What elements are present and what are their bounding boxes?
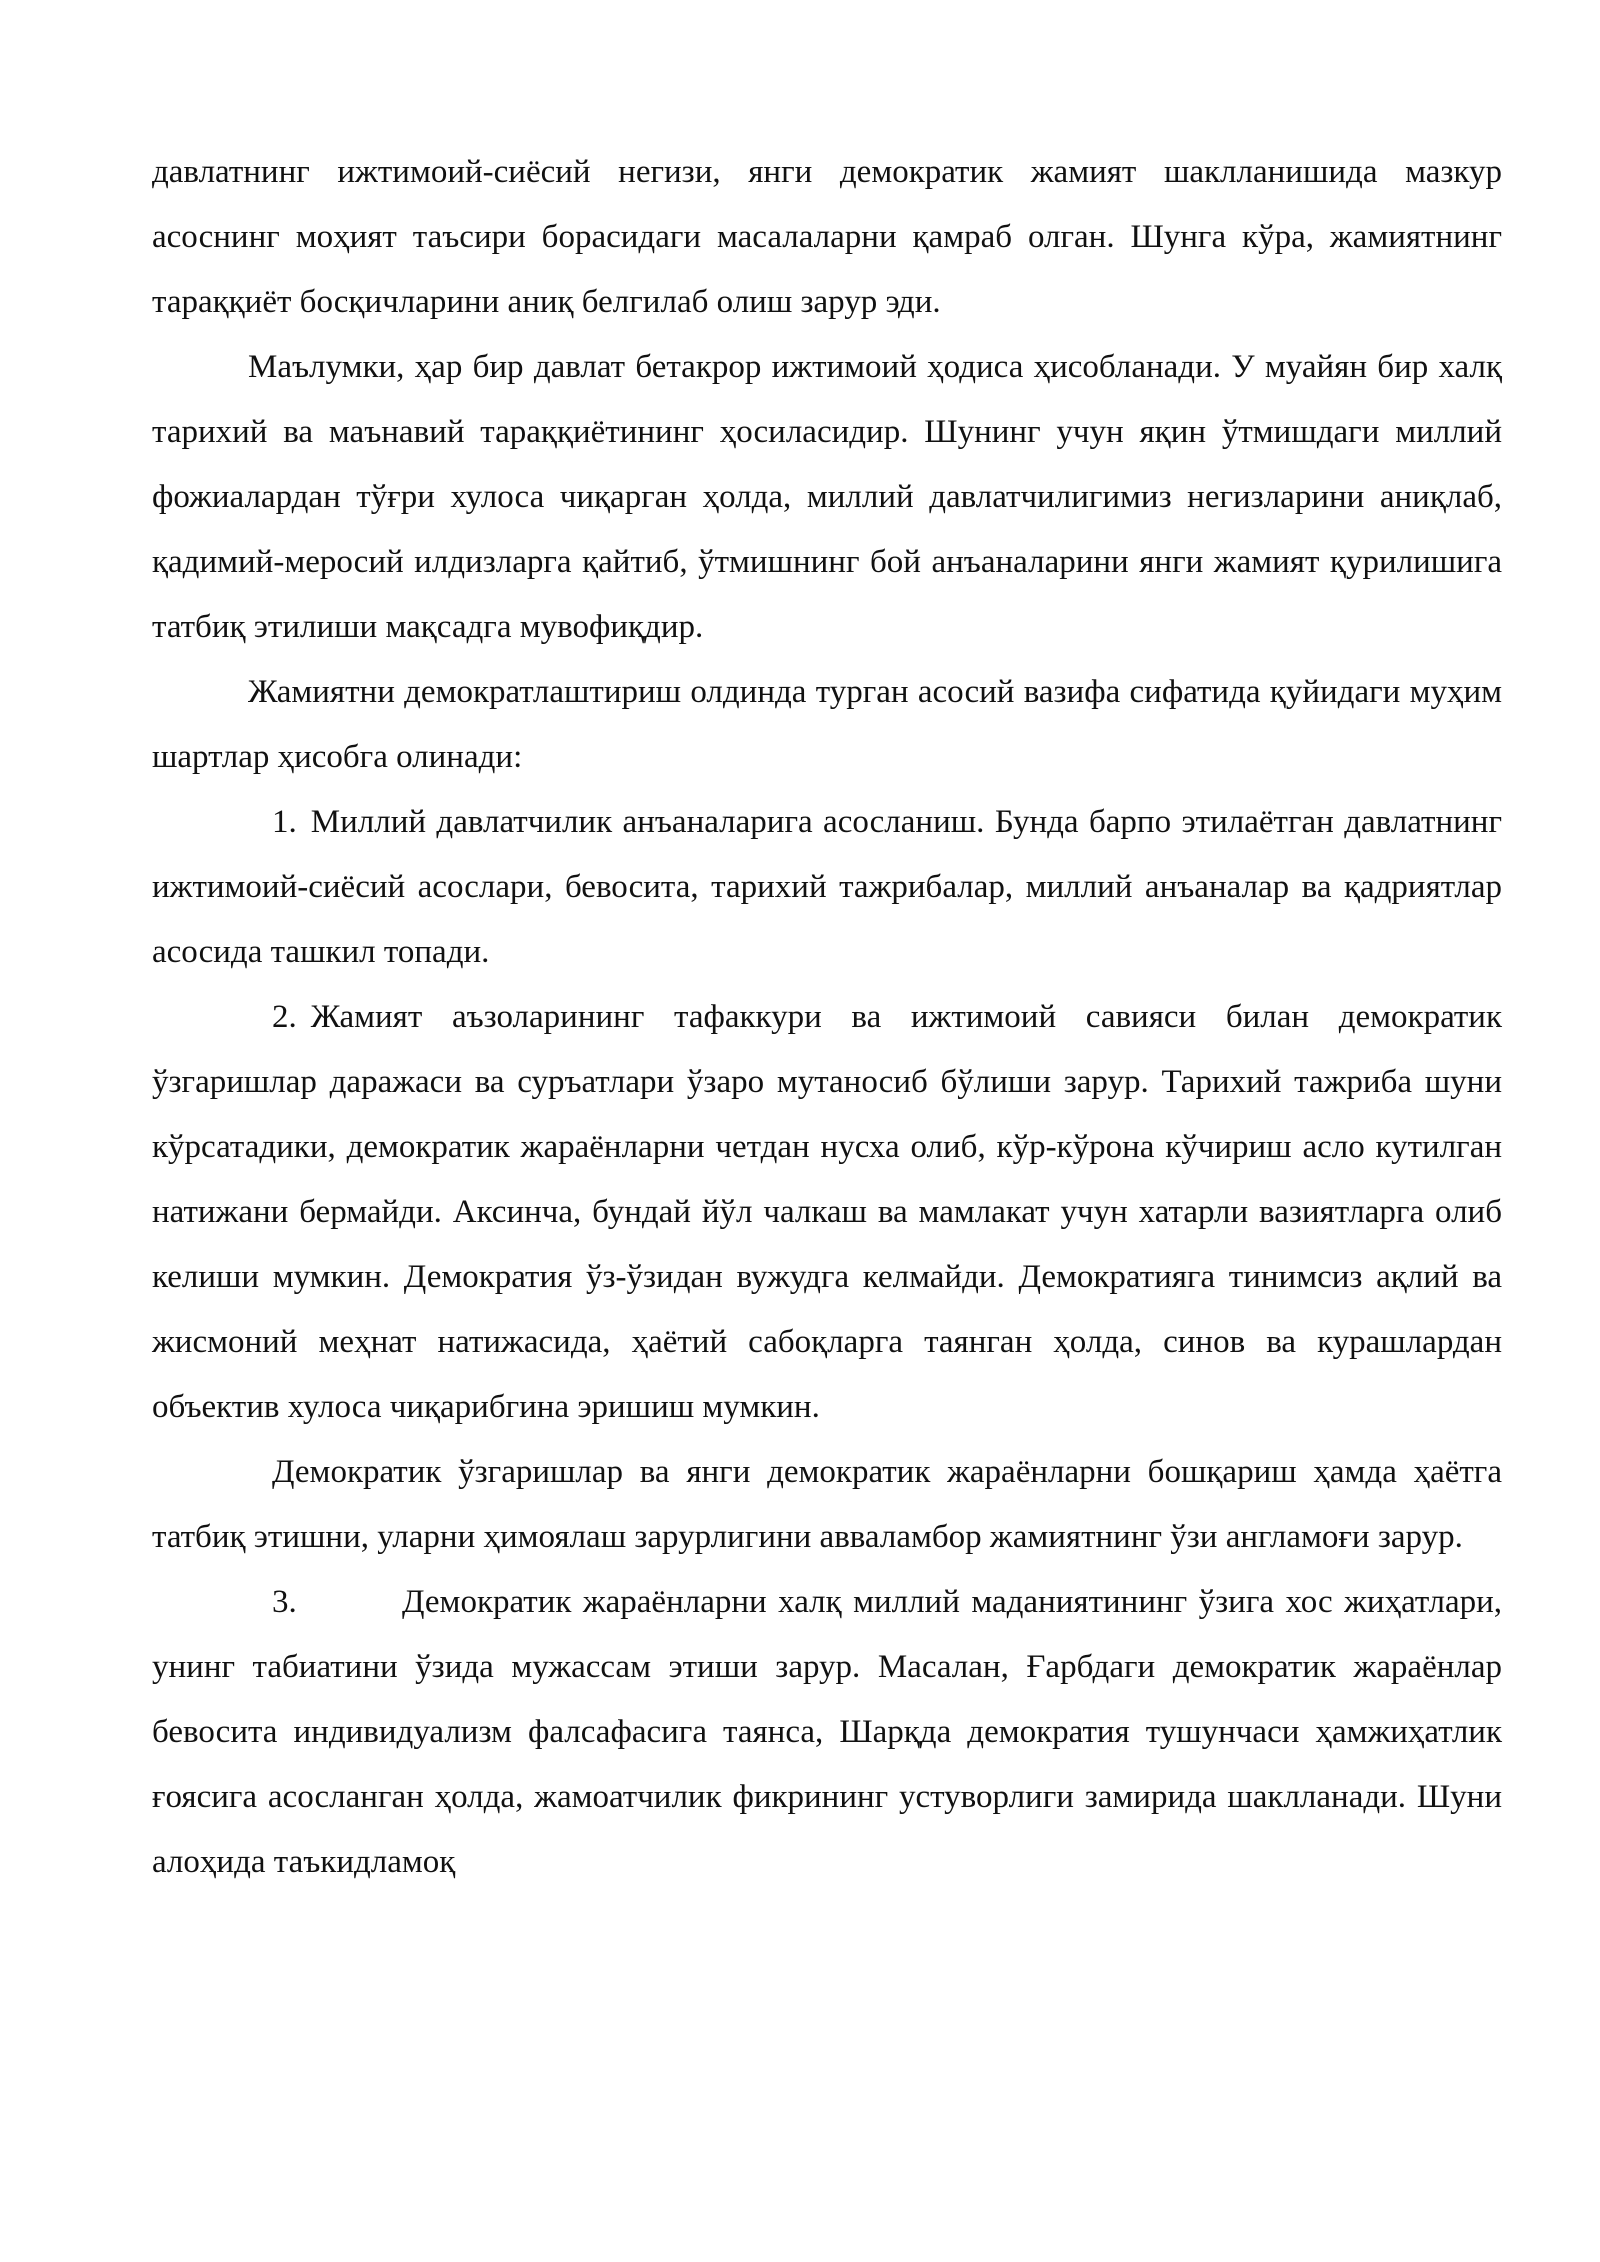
item-number: 1. — [272, 804, 297, 840]
numbered-item-3 — [152, 1570, 1502, 1895]
paragraph-text: Маълумки, ҳар бир давлат бетакрор ижтимоий ҳодиса ҳисобланади. У муайян бир халқ тарихий ва маънавий тараққиётининг ҳосиласидир. Шунинг учун яқин ўтмишдаги миллий фожиалардан тўғри хулоса чиқарган ҳолда, миллий давлатчилигимиз негизларини аниқлаб, қадимий-меросий илдизларга қайтиб, ўтмишнинг бой анъаналарини янги жамият қурилишига татбиқ этилиши мақсадга мувофиқдир. — [152, 349, 1502, 645]
paragraph-1 — [152, 140, 1502, 335]
paragraph-6 — [152, 1440, 1502, 1570]
item-number: 3. — [272, 1584, 297, 1620]
item-number: 2. — [272, 999, 297, 1035]
paragraph-2 — [152, 335, 1502, 660]
paragraph-text: давлатнинг ижтимоий-сиёсий негизи, янги демократик жамият шаклланишида мазкур асоснинг моҳият таъсири борасидаги масалаларни қамраб олган. Шунга кўра, жамиятнинг тараққиёт босқичларини аниқ белгилаб олиш зарур эди. — [152, 154, 1502, 320]
paragraph-3 — [152, 660, 1502, 790]
paragraph-text: Демократик ўзгаришлар ва янги демократик жараёнларни бошқариш ҳамда ҳаётга татбиқ этишни, уларни ҳимоялаш зарурлигини авваламбор жамиятнинг ўзи англамоғи зарур. — [152, 1454, 1502, 1555]
document-page — [152, 140, 1502, 1895]
numbered-item-2 — [152, 985, 1502, 1440]
paragraph-text: Жамиятни демократлаштириш олдинда турган асосий вазифа сифатида қуйидаги муҳим шартлар ҳисобга олинади: — [152, 674, 1502, 775]
item-text: Демократик жараёнларни халқ миллий маданиятининг ўзига хос жиҳатлари, унинг табиатини ўзида мужассам этиши зарур. Масалан, Ғарбдаги демократик жараёнлар бевосита индивидуализм фалсафасига таянса, Шарқда демократия тушунчаси ҳамжиҳатлик ғоясига асосланган ҳолда, жамоатчилик фикрининг устуворлиги замирида шаклланади. Шуни алоҳида таъкидламоқ — [152, 1584, 1502, 1880]
item-text: Миллий давлатчилик анъаналарига асосланиш. Бунда барпо этилаётган давлатнинг ижтимоий-сиёсий асослари, бевосита, тарихий тажрибалар, миллий анъаналар ва қадриятлар асосида ташкил топади. — [152, 804, 1502, 970]
numbered-item-1 — [152, 790, 1502, 985]
item-text: Жамият аъзоларининг тафаккури ва ижтимоий савияси билан демократик ўзгаришлар даражаси ва суръатлари ўзаро мутаносиб бўлиши зарур. Тарихий тажриба шуни кўрсатадики, демократик жараёнларни четдан нусха олиб, кўр-кўрона кўчириш асло кутилган натижани бермайди. Аксинча, бундай йўл чалкаш ва мамлакат учун хатарли вазиятларга олиб келиши мумкин. Демократия ўз-ўзидан вужудга келмайди. Демократияга тинимсиз ақлий ва жисмоний меҳнат натижасида, ҳаётий сабоқларга таянган ҳолда, синов ва курашлардан объектив хулоса чиқарибгина эришиш мумкин. — [152, 999, 1502, 1425]
